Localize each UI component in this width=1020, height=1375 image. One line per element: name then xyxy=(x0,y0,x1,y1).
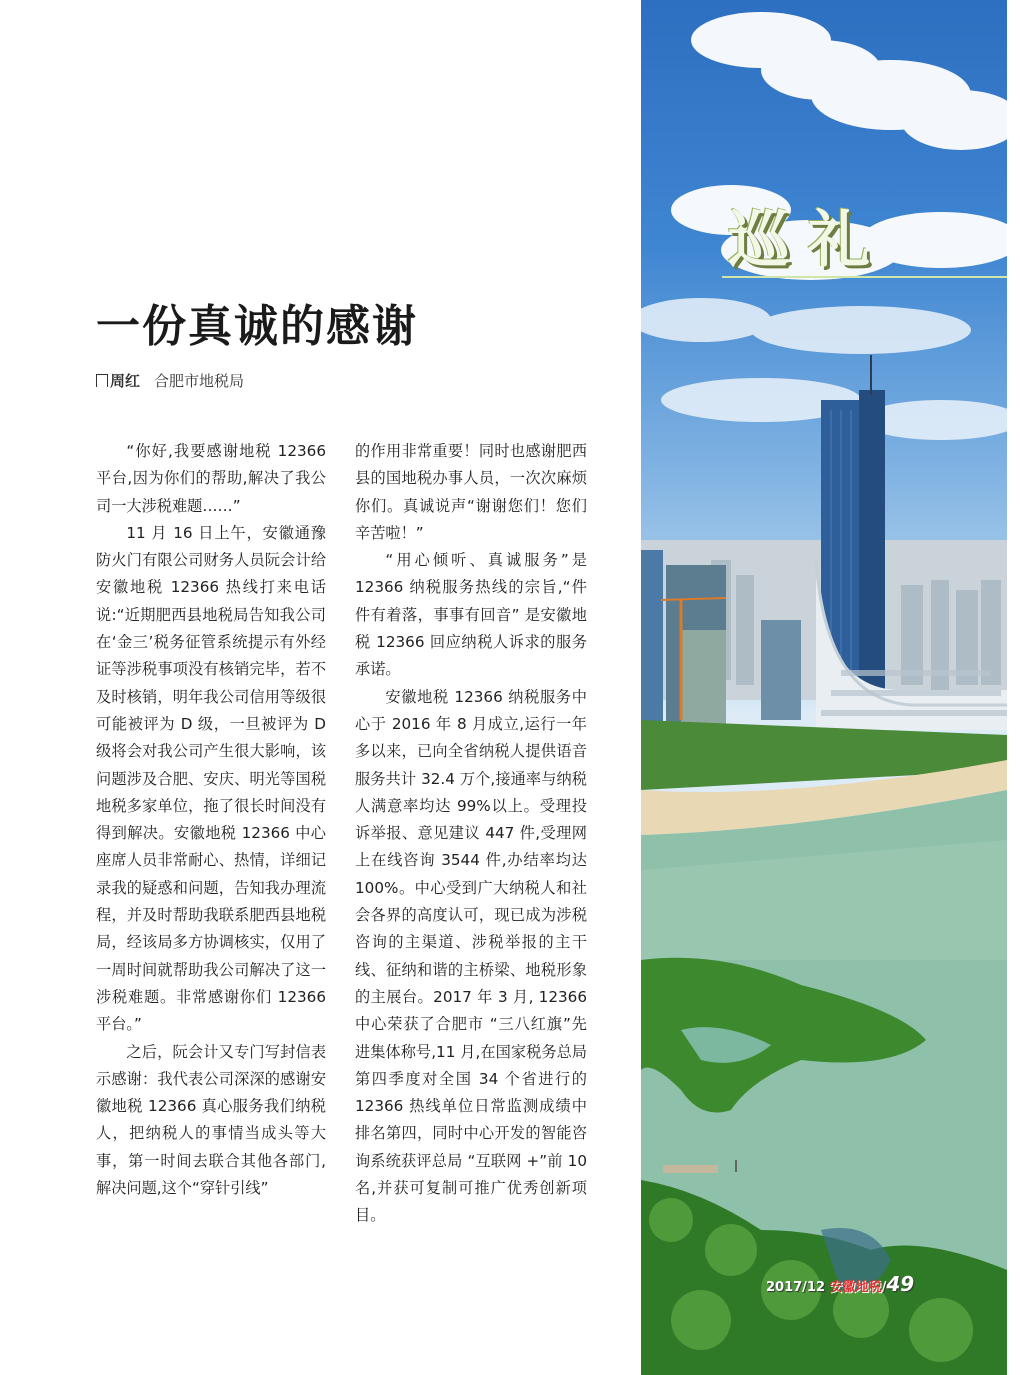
paragraph: “用心倾听、真诚服务”是 12366 纳税服务热线的宗旨,“件件有着落，事事有回音” 是安徽地税 12366 回应纳税人诉求的服务承诺。 xyxy=(355,551,587,679)
page-footer xyxy=(766,1272,914,1296)
body-column-left xyxy=(96,438,326,1202)
byline-mark-icon xyxy=(96,374,108,387)
paragraph: 的作用非常重要！同时也感谢肥西县的国地税办事人员，一次次麻烦你们。真诚说声“谢谢您们！您们辛苦啦！” xyxy=(355,442,587,542)
page-number: 49 xyxy=(886,1272,915,1296)
section-label: 巡礼 xyxy=(728,203,889,276)
paragraph: 11 月 16 日上午，安徽通豫防火门有限公司财务人员阮会计给安徽地税 12366 热线打来电话说:“近期肥西县地税局告知我公司在‘金三’税务征管系统提示有外经证等涉税事项没有核销完毕，若不及时核销，明年我公司信用等级很可能被评为 D 级，一旦被评为 D 级将会对我公司产生很大影响，该问题涉及合肥、安庆、明光等国税地税多家单位，拖了很长时间没有得到解决。安徽地税 12366 中心座席人员非常耐心、热情，详细记录我的疑惑和问题，告知我办理流程，并及时帮助我联系肥西县地税局，经该局多方协调核实，仅用了一周时间就帮助我公司解决了这一涉税难题。非常感谢你们 12366 平台。” xyxy=(96,523,326,1034)
footer-separator: / xyxy=(881,1280,887,1295)
right-margin xyxy=(1007,0,1020,1375)
section-divider xyxy=(722,276,1007,278)
paragraph: 安徽地税 12366 纳税服务中心于 2016 年 8 月成立,运行一年多以来，已向全省纳税人提供语音服务共计 32.4 万个,接通率与纳税人满意率均达 99%以上。受理投诉举报、意见建议 447 件,受理网上在线咨询 3544 件,办结率均达 100%。中心受到广大纳税人和社会各界的高度认可，现已成为涉税咨询的主渠道、涉税举报的主干线、征纳和谐的主桥梁、地税形象的主展台。2017 年 3 月, 12366 中心荣获了合肥市 “三八红旗”先进集体称号,11 月,在国家税务总局第四季度对全国 34 个省进行的 12366 热线单位日常监测成绩中排名第四，同时中心开发的智能咨询系统获评总局 “互联网 +”前 10 名,并获可复制可推广优秀创新项目。 xyxy=(355,687,587,1225)
footer-date: 2017/12 xyxy=(766,1280,826,1295)
byline xyxy=(96,370,244,391)
footer-magazine: 安徽地税 xyxy=(829,1280,882,1295)
author-affiliation: 合肥市地税局 xyxy=(154,372,245,390)
author-name: 周红 xyxy=(110,372,141,390)
body-column-right xyxy=(355,438,587,1230)
paragraph: 之后，阮会计又专门写封信表示感谢：我代表公司深深的感谢安徽地税 12366 真心服务我们纳税人，把纳税人的事情当成头等大事，第一时间去联合其他各部门,解决问题,这个“穿针引线” xyxy=(96,1042,326,1198)
paragraph: “你好,我要感谢地税 12366 平台,因为你们的帮助,解决了我公司一大涉税难题……” xyxy=(96,442,326,515)
article-title: 一份真诚的感谢 xyxy=(96,301,418,352)
